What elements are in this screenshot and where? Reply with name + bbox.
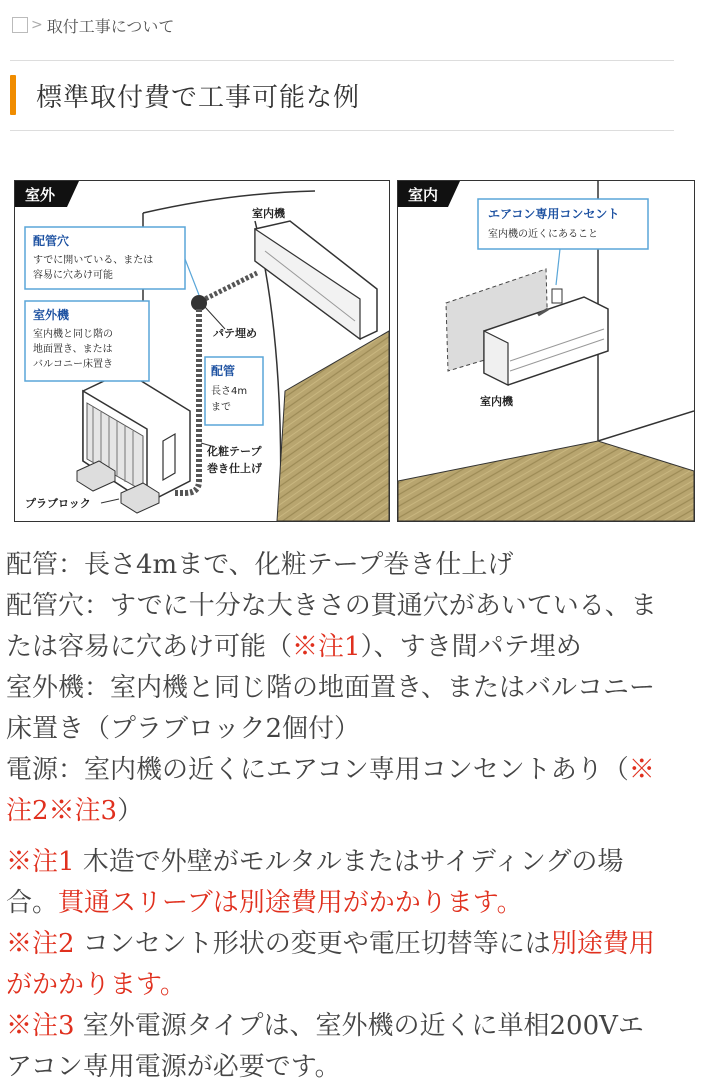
note-3: ※注3 室外電源タイプは、室外機の近くに単相200Vエ bbox=[6, 1011, 644, 1041]
pipe-hole-title: 配管穴 bbox=[33, 234, 70, 248]
note-3-cont: アコン専用電源が必要です。 bbox=[6, 1052, 341, 1082]
putty-label: パテ埋め bbox=[213, 327, 257, 340]
breadcrumb[interactable] bbox=[12, 14, 174, 36]
note-ref[interactable]: ※注1 bbox=[292, 632, 361, 662]
outdoor-tag: 室外 bbox=[25, 186, 56, 204]
breadcrumb-checkbox-icon bbox=[12, 17, 28, 33]
description-line: 床置き（プラブロック2個付） bbox=[6, 714, 361, 744]
description-line: 配管穴：すでに十分な大きさの貫通穴があいている、ま bbox=[6, 591, 657, 621]
note-tag: ※注1 bbox=[6, 847, 75, 877]
note-ref[interactable]: ※ bbox=[628, 755, 655, 785]
description-line: 配管：長さ4mまで、化粧テープ巻き仕上げ bbox=[6, 550, 514, 580]
outdoor-installation-illustration bbox=[14, 180, 390, 522]
outdoor-unit-title: 室外機 bbox=[33, 308, 70, 322]
piping-line1: 長さ4m bbox=[211, 386, 248, 397]
description-line: 室外機：室内機と同じ階の地面置き、またはバルコニー bbox=[6, 673, 655, 703]
outlet-title: エアコン専用コンセント bbox=[488, 207, 620, 221]
tape-line1: 化粧テープ bbox=[207, 445, 262, 458]
note-tag: ※注3 bbox=[6, 1011, 75, 1041]
installation-description bbox=[6, 545, 696, 832]
outdoor-unit-line1: 室内機と同じ階の bbox=[33, 329, 113, 340]
note-ref[interactable]: ※注3 bbox=[48, 796, 118, 826]
note-2-cont: がかかります。 bbox=[6, 970, 186, 1000]
indoor-tag: 室内 bbox=[408, 186, 439, 204]
heading-accent-bar bbox=[10, 75, 16, 115]
outlet-line: 室内機の近くにあること bbox=[488, 229, 598, 240]
outdoor-unit-line3: バルコニー床置き bbox=[33, 359, 113, 370]
page-title: 標準取付費で工事可能な例 bbox=[36, 82, 361, 113]
piping-title: 配管 bbox=[211, 364, 236, 378]
piping-line2: まで bbox=[211, 402, 231, 413]
outdoor-unit-drawing bbox=[77, 371, 190, 513]
block-label: プラブロック bbox=[25, 497, 91, 510]
description-line: 注2※注3） bbox=[6, 796, 144, 826]
description-line: たは容易に穴あけ可能（※注1）、すき間パテ埋め bbox=[6, 632, 582, 662]
divider bbox=[10, 130, 674, 131]
breadcrumb-label[interactable]: 取付工事について bbox=[46, 16, 175, 36]
note-tag: ※注2 bbox=[6, 929, 75, 959]
indoor-installation-illustration bbox=[397, 180, 695, 522]
pipe-hole-line2: 容易に穴あけ可能 bbox=[33, 270, 113, 281]
indoor-unit-label: 室内機 bbox=[480, 395, 513, 408]
description-line: 電源：室内機の近くにエアコン専用コンセントあり（※ bbox=[6, 755, 655, 785]
divider bbox=[10, 60, 674, 61]
outdoor-unit-line2: 地面置き、または bbox=[33, 344, 113, 355]
chevron-right-icon: > bbox=[31, 17, 43, 33]
section-heading bbox=[10, 72, 674, 118]
notes-section bbox=[6, 842, 696, 1088]
note-2: ※注2 コンセント形状の変更や電圧切替等には別途費用 bbox=[6, 929, 655, 959]
note-ref[interactable]: 注2 bbox=[6, 796, 49, 826]
tape-line2: 巻き仕上げ bbox=[207, 462, 262, 475]
pipe-hole-line1: すでに開いている、または bbox=[33, 255, 154, 266]
note-1-cont: 合。貫通スリーブは別途費用がかかります。 bbox=[6, 888, 523, 918]
indoor-unit-label: 室内機 bbox=[252, 207, 285, 220]
note-1: ※注1 木造で外壁がモルタルまたはサイディングの場 bbox=[6, 847, 624, 877]
